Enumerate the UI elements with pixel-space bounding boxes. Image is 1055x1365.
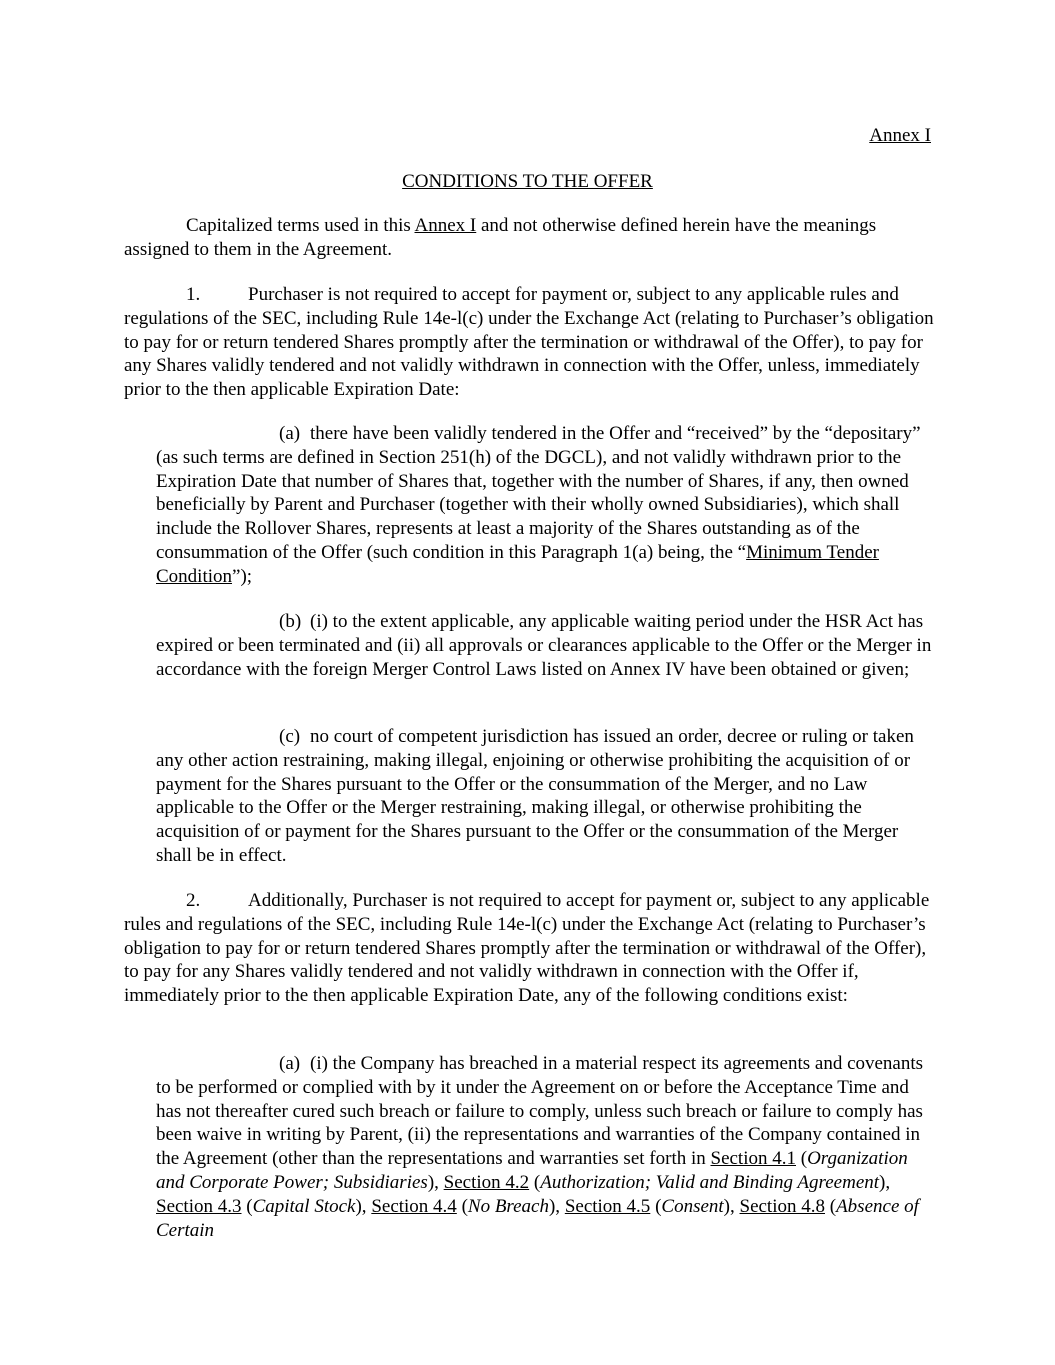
section-1a-label: (a) [279, 423, 301, 444]
section-title: Capital Stock [252, 1195, 356, 1217]
page-title [0, 170, 1055, 194]
section-2-number: 2. [186, 890, 201, 911]
intro-paragraph: Capitalized terms used in this Annex I and not otherwise defined herein have the meanings assigned to them in the Agreement. [124, 215, 877, 260]
defined-term: Minimum Tender Condition [156, 541, 879, 587]
section-1c-label: (c) [279, 726, 301, 747]
section-2a-label: (a) [279, 1053, 301, 1074]
section-1-paragraph: 1. Purchaser is not required to accept for payment or, subject to any applicable rules and regulations of the SEC, including Rule 14e-l(c) under the Exchange Act (relating to Purchaser’s obligation to pay for or return tendered Shares promptly after the termination or withdrawal of the Offer), to pay for any Shares validly tendered and not validly withdrawn in connection with the Offer, unless, immediately prior to the then applicable Expiration Date: [124, 284, 934, 401]
section-2a-paragraph: (a) (i) the Company has breached in a material respect its agreements and covenants to be performed or complied with by it under the Agreement on or before the Acceptance Time and has not thereafter cured such breach or failure to comply, unless such breach or failure to comply has been waive in writing by Parent, (ii) the representations and warranties of the Company contained in the Agreement (other than the representations and warranties set forth in Section 4.1 (Organization and Corporate Power; Subsidiaries), Section 4.2 (Authorization; Valid and Binding Agreement), Section 4.3 (Capital Stock), Section 4.4 (No Breach), Section 4.5 (Consent), Section 4.8 (Absence of Certain [156, 1053, 924, 1241]
section-1b-label: (b) [279, 611, 302, 632]
section-reference: Section 4.2 [443, 1171, 530, 1193]
section-title: Consent [661, 1195, 724, 1217]
section-title: Authorization; Valid and Binding Agreement [540, 1171, 880, 1193]
section-1a-paragraph: (a) there have been validly tendered in the Offer and “received” by the “depositary” (as such terms are defined in Section 251(h) of the DGCL), and not validly withdrawn prior to the Expiration Date that number of Shares that, together with the number of Shares, if any, then owned beneficially by Parent and Purchaser (together with their wholly owned Subsidiaries), which shall include the Rollover Shares, represents at least a majority of the Shares outstanding as of the consummation of the Offer (such condition in this Paragraph 1(a) being, the “Minimum Tender Condition”); [156, 423, 921, 587]
section-1-number: 1. [186, 284, 201, 305]
section-reference: Section 4.8 [739, 1195, 825, 1217]
title-text: CONDITIONS TO THE OFFER [402, 171, 653, 192]
section-title: Organization and Corporate Power; Subsidiaries [156, 1148, 908, 1193]
section-reference: Section 4.1 [710, 1148, 796, 1170]
section-1c-paragraph: (c) no court of competent jurisdiction has issued an order, decree or ruling or taken any other action restraining, making illegal, enjoining or otherwise prohibiting the acquisition of or payment for the Shares pursuant to the Offer or the consummation of the Merger, and no Law applicable to the Offer or the Merger restraining, making illegal, or otherwise prohibiting the acquisition of or payment for the Shares pursuant to the Offer or the consummation of the Merger shall be in effect. [156, 726, 914, 866]
section-reference: Section 4.4 [371, 1195, 457, 1217]
section-reference: Section 4.3 [156, 1195, 242, 1217]
section-1b-paragraph: (b) (i) to the extent applicable, any applicable waiting period under the HSR Act has expired or been terminated and (ii) all approvals or clearances applicable to the Offer or the Merger in accordance with the foreign Merger Control Laws listed on Annex IV have been obtained or given; [156, 611, 932, 680]
section-2-paragraph: 2. Additionally, Purchaser is not required to accept for payment or, subject to any applicable rules and regulations of the SEC, including Rule 14e-l(c) under the Exchange Act (relating to Purchaser’s obligation to pay for or return tendered Shares promptly after the termination or withdrawal of the Offer), to pay for any Shares validly tendered and not validly withdrawn in connection with the Offer if, immediately prior to the then applicable Expiration Date, any of the following conditions exist: [124, 890, 930, 1007]
section-reference: Section 4.5 [564, 1195, 651, 1217]
section-title: No Breach [467, 1195, 549, 1217]
section-title: Absence of Certain [156, 1195, 919, 1241]
annex-reference: Annex I [414, 215, 477, 236]
annex-label: Annex I [869, 125, 931, 146]
